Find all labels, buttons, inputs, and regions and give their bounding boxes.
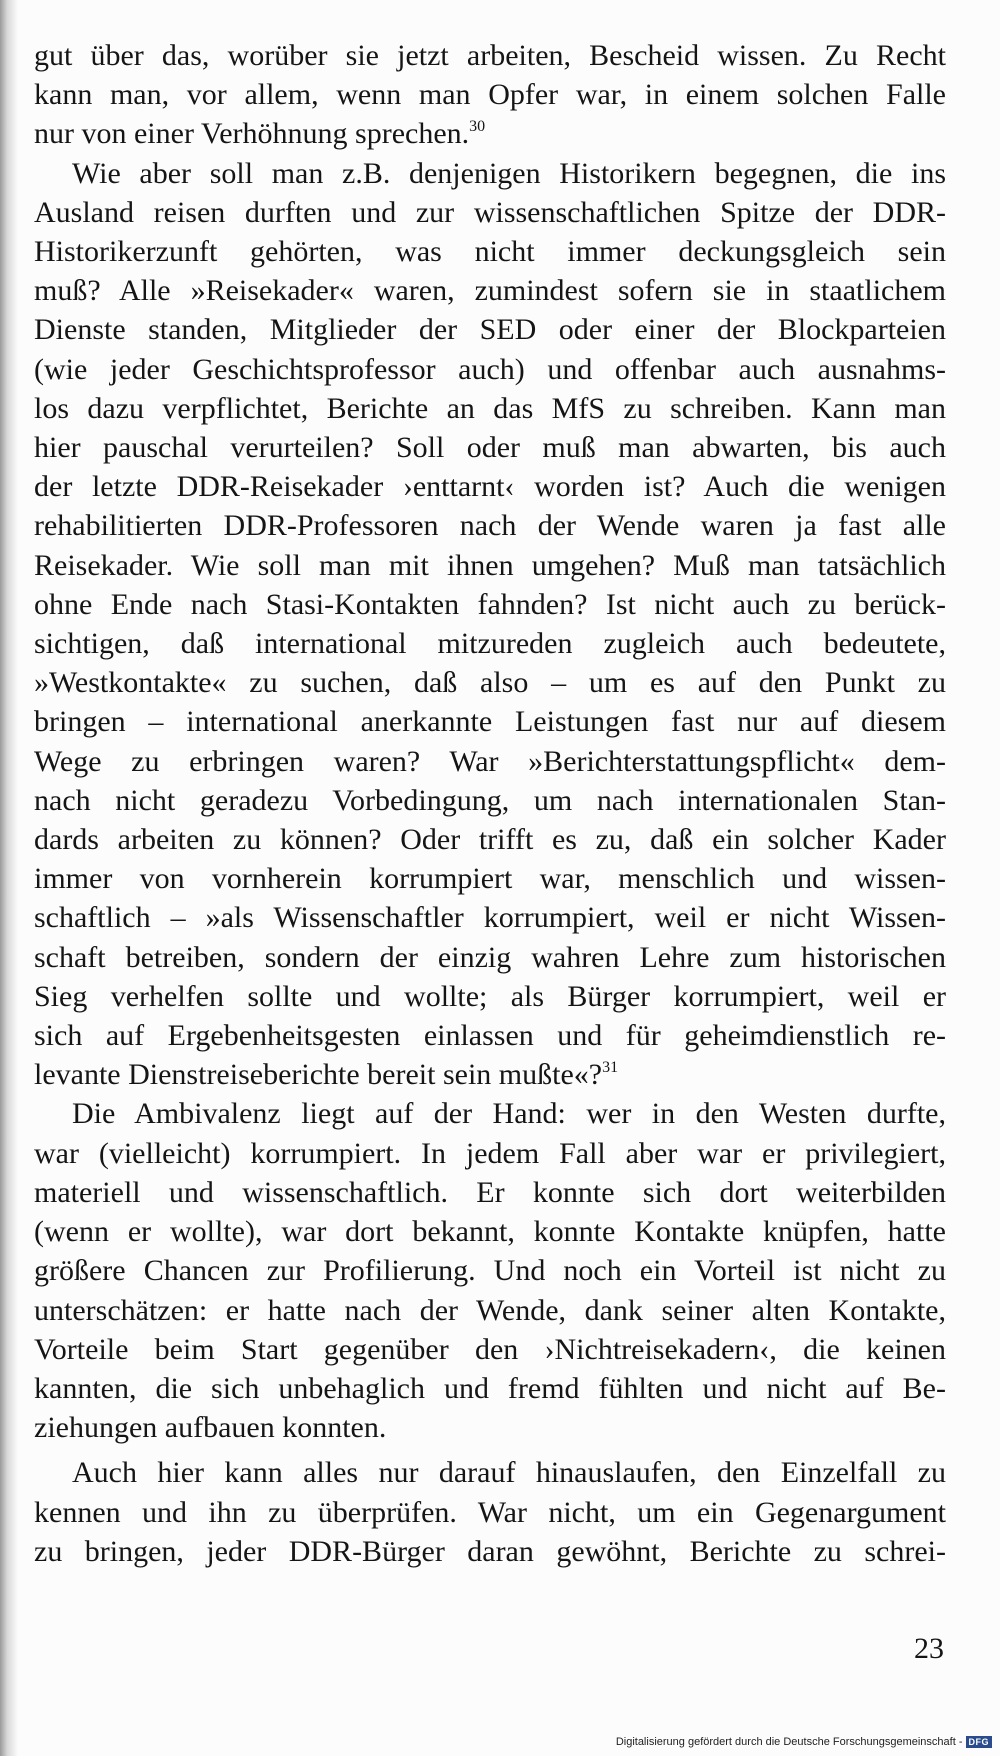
line-text: nach nicht geradezu Vorbedingung, um nach internationalen Stan- xyxy=(34,783,946,817)
line-text: nur von einer Verhöhnung sprechen. xyxy=(34,117,470,151)
line-text: muß? Alle »Reisekader« waren, zumindest sofern sie in staatlichem xyxy=(34,274,946,308)
text-line xyxy=(34,1251,946,1290)
line-text: rehabilitierten DDR-Professoren nach der Wende waren ja fast alle xyxy=(34,509,946,543)
text-line xyxy=(34,310,946,349)
text-line xyxy=(34,663,946,702)
footnote-reference: 30 xyxy=(469,118,486,136)
line-text: war (vielleicht) korrumpiert. In jedem Fall aber war er privilegiert, xyxy=(34,1136,946,1170)
binding-shadow xyxy=(0,0,18,1756)
text-line xyxy=(34,742,946,781)
page-number: 23 xyxy=(914,1632,944,1665)
line-text: kann man, vor allem, wenn man Opfer war, in einem solchen Falle xyxy=(34,78,946,112)
text-line xyxy=(34,114,946,153)
text-line xyxy=(34,350,946,389)
line-text: dards arbeiten zu können? Oder trifft es zu, daß ein solcher Kader xyxy=(34,823,946,857)
text-line xyxy=(34,1408,946,1447)
line-text: ziehungen aufbauen konnten. xyxy=(34,1411,387,1445)
line-text: los dazu verpflichtet, Berichte an das MfS zu schreiben. Kann man xyxy=(34,391,946,425)
line-text: gut über das, worüber sie jetzt arbeiten, Bescheid wissen. Zu Recht xyxy=(34,39,946,72)
line-text: Vorteile beim Start gegenüber den ›Nichtreisekadern‹, die keinen xyxy=(34,1332,946,1366)
line-text: größere Chancen zur Profilierung. Und noch ein Vorteil ist nicht zu xyxy=(34,1254,946,1288)
body-text xyxy=(34,36,946,1571)
text-line xyxy=(34,506,946,545)
text-line xyxy=(34,1016,946,1055)
line-text: levante Dienstreiseberichte bereit sein mußte«? xyxy=(34,1058,603,1092)
line-text: kannten, die sich unbehaglich und fremd fühlten und nicht auf Be- xyxy=(34,1371,946,1405)
line-text: »Westkontakte« zu suchen, daß also – um es auf den Punkt zu xyxy=(34,666,946,700)
dfg-logo: DFG xyxy=(966,1736,993,1748)
line-text: zu bringen, jeder DDR-Bürger daran gewöhnt, Berichte zu schrei- xyxy=(34,1534,946,1568)
text-line xyxy=(34,1055,946,1094)
text-line xyxy=(34,977,946,1016)
line-text: Reisekader. Wie soll man mit ihnen umgehen? Muß man tatsächlich xyxy=(34,548,946,582)
text-line xyxy=(34,1493,946,1532)
line-text: unterschätzen: er hatte nach der Wende, dank seiner alten Kontakte, xyxy=(34,1293,946,1327)
text-line xyxy=(34,428,946,467)
text-line xyxy=(34,1212,946,1251)
line-text: kennen und ihn zu überprüfen. War nicht, um ein Gegenargument xyxy=(34,1495,946,1529)
line-text: Historikerzunft gehörten, was nicht immer deckungsgleich sein xyxy=(34,235,946,269)
line-text: schaftlich – »als Wissenschaftler korrumpiert, weil er nicht Wissen- xyxy=(34,901,946,935)
text-line xyxy=(34,1453,946,1492)
footer-text: Digitalisierung gefördert durch die Deutsche Forschungsgemeinschaft - xyxy=(615,1736,963,1748)
text-line xyxy=(34,820,946,859)
digitization-footer xyxy=(616,1736,992,1748)
text-line xyxy=(34,271,946,310)
line-text: (wie jeder Geschichtsprofessor auch) und offenbar auch ausnahms- xyxy=(34,352,946,386)
text-line xyxy=(34,1291,946,1330)
text-line xyxy=(34,1330,946,1369)
text-line xyxy=(34,1173,946,1212)
line-text: der letzte DDR-Reisekader ›enttarnt‹ worden ist? Auch die wenigen xyxy=(34,470,946,504)
line-text: Auch hier kann alles nur darauf hinauslaufen, den Einzelfall zu xyxy=(72,1456,946,1490)
line-text: Wie aber soll man z.B. denjenigen Historikern begegnen, die ins xyxy=(72,156,946,190)
line-text: Dienste standen, Mitglieder der SED oder einer der Blockparteien xyxy=(34,313,946,347)
line-text: immer von vornherein korrumpiert war, menschlich und wissen- xyxy=(34,862,946,896)
text-line xyxy=(34,467,946,506)
text-line xyxy=(34,546,946,585)
text-line xyxy=(34,389,946,428)
text-line xyxy=(34,898,946,937)
text-line xyxy=(34,702,946,741)
text-line xyxy=(34,585,946,624)
line-text: materiell und wissenschaftlich. Er konnte sich dort weiterbilden xyxy=(34,1175,946,1209)
line-text: Wege zu erbringen waren? War »Berichterstattungspflicht« dem- xyxy=(34,744,946,778)
line-text: bringen – international anerkannte Leistungen fast nur auf diesem xyxy=(34,705,946,739)
text-line xyxy=(34,938,946,977)
text-line xyxy=(34,193,946,232)
text-line xyxy=(34,36,946,75)
line-text: sichtigen, daß international mitzureden zugleich auch bedeutete, xyxy=(34,627,946,661)
text-line xyxy=(34,75,946,114)
line-text: ohne Ende nach Stasi-Kontakten fahnden? Ist nicht auch zu berück- xyxy=(34,587,946,621)
line-text: Die Ambivalenz liegt auf der Hand: wer in den Westen durfte, xyxy=(72,1097,946,1131)
line-text: Sieg verhelfen sollte und wollte; als Bürger korrumpiert, weil er xyxy=(34,979,946,1013)
text-line xyxy=(34,1369,946,1408)
text-line xyxy=(34,154,946,193)
text-line xyxy=(34,781,946,820)
line-text: (wenn er wollte), war dort bekannt, konnte Kontakte knüpfen, hatte xyxy=(34,1215,946,1249)
text-line xyxy=(34,1134,946,1173)
text-line xyxy=(34,1532,946,1571)
text-line xyxy=(34,1094,946,1133)
text-line xyxy=(34,232,946,271)
footnote-reference: 31 xyxy=(602,1059,619,1077)
text-line xyxy=(34,859,946,898)
line-text: Ausland reisen durften und zur wissenschaftlichen Spitze der DDR- xyxy=(34,195,946,229)
text-line xyxy=(34,624,946,663)
line-text: hier pauschal verurteilen? Soll oder muß man abwarten, bis auch xyxy=(34,431,946,465)
line-text: sich auf Ergebenheitsgesten einlassen und für geheimdienstlich re- xyxy=(34,1019,946,1053)
line-text: schaft betreiben, sondern der einzig wahren Lehre zum historischen xyxy=(34,940,946,974)
